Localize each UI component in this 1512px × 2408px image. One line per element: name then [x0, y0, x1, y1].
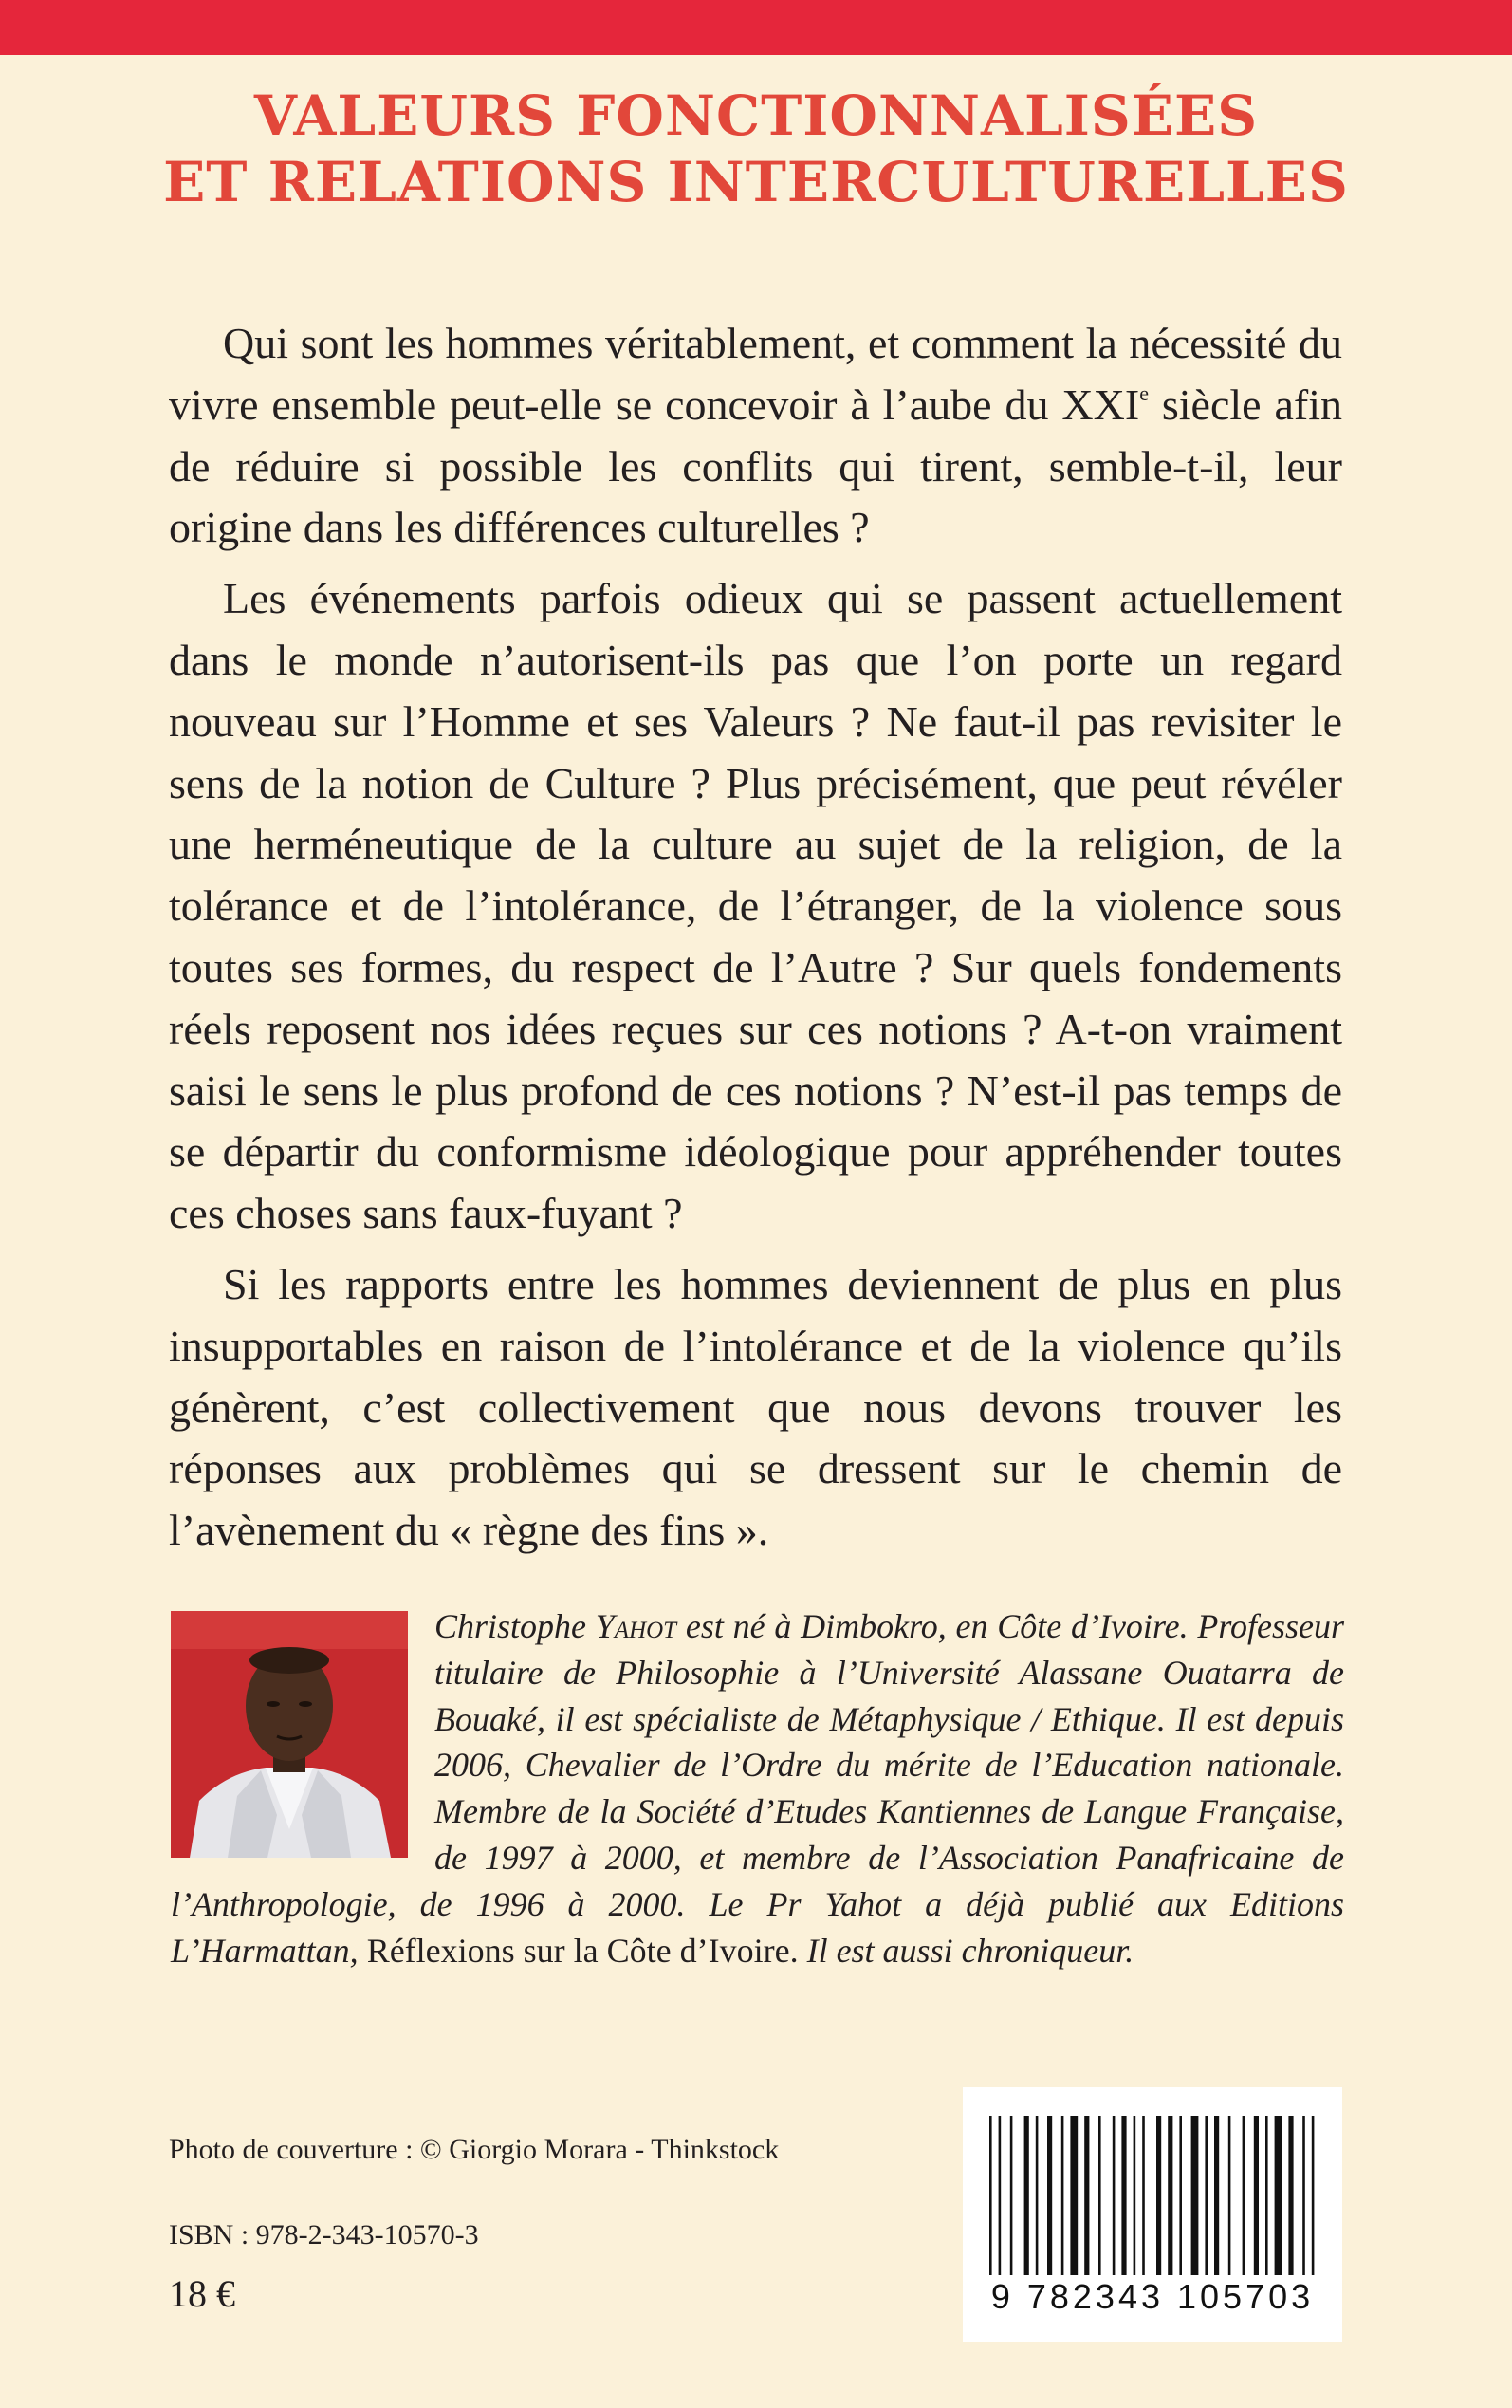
price: 18 €: [169, 2272, 235, 2315]
paragraph-1-start: Qui sont les hommes véritablement, et comment la nécessité du vivre ensemble peut-elle se concevoir à l’aube du XXI: [169, 319, 1342, 429]
barcode-number: 9 782343 105703: [990, 2277, 1315, 2316]
author-last-name: Yahot: [595, 1607, 677, 1645]
title-line-2: ET RELATIONS INTERCULTURELLES: [163, 149, 1349, 214]
barcode-bar: [1010, 2116, 1013, 2275]
barcode-bar: [1191, 2116, 1199, 2275]
barcode-bar: [1142, 2116, 1145, 2275]
photo-credit: Photo de couverture : © Giorgio Morara - Thinkstock: [169, 2134, 780, 2165]
barcode-bar: [1156, 2116, 1161, 2275]
bio-text-a: est né à Dimbokro, en Côte d’Ivoire. Professeur titulaire de Philosophie à l’Université Alassane Ouatarra de Bouaké, il est spécialiste de Métaphysique / Ethique. Il est depuis 2006, Chevalier de l’Ordre du mérite de l’Education nationale. Membre de la Société d’Etudes Kantiennes de Langue Française, de 1997 à 2000, et membre de l’Association Panafricaine de l’Anthropologie, de 1996 à 2000. Le Pr Yahot a déjà publié aux Editions L’Harmattan,: [171, 1607, 1345, 1970]
century-superscript: e: [1139, 380, 1149, 405]
isbn: ISBN : 978-2-343-10570-3: [169, 2219, 479, 2251]
barcode-bar: [1312, 2116, 1315, 2275]
paragraph-1: [169, 313, 1342, 559]
author-first-name: Christophe: [434, 1607, 596, 1645]
barcode-bar: [1205, 2116, 1208, 2275]
book-title: [0, 83, 1512, 215]
barcode-bar: [1243, 2116, 1245, 2275]
barcode-bar: [1275, 2116, 1282, 2275]
paragraph-1-end: siècle afin de réduire si possible les conflits qui tirent, semble-t-il, leur origine dans les différences culturelles ?: [169, 380, 1342, 552]
barcode-bar: [1098, 2116, 1101, 2275]
barcode-bar: [1265, 2116, 1268, 2275]
photo-space: [171, 1603, 434, 1880]
barcode: [963, 2087, 1342, 2342]
barcode-bar: [1047, 2116, 1052, 2275]
top-accent-bar: [0, 0, 1512, 55]
barcode-bar: [989, 2116, 992, 2275]
barcode-bar: [1084, 2116, 1089, 2275]
barcode-bar: [1179, 2116, 1182, 2275]
cited-book-title: Réflexions sur la Côte d’Ivoire.: [366, 1931, 799, 1970]
barcode-bar: [1228, 2116, 1231, 2275]
bio-text-b: Il est aussi chroniqueur.: [798, 1931, 1134, 1970]
barcode-bar: [1113, 2116, 1116, 2275]
barcode-bar: [1134, 2116, 1136, 2275]
barcode-bar: [1214, 2116, 1219, 2275]
barcode-bar: [1121, 2116, 1126, 2275]
barcode-bar: [1024, 2116, 1029, 2275]
barcode-bar: [1254, 2116, 1259, 2275]
barcode-bar: [1288, 2116, 1293, 2275]
barcode-bar: [1168, 2116, 1172, 2275]
paragraph-2: Les événements parfois odieux qui se passent actuellement dans le monde n’autorisent-ils pas que l’on porte un regard nouveau sur l’Homme et ses Valeurs ? Ne faut-il pas revisiter le sens de la notion de Culture ? Plus précisément, que peut révéler une herméneutique de la culture au sujet de la religion, de la tolérance et de l’intolérance, de l’étranger, de la violence sous toutes ses formes, du respect de l’Autre ? Sur quels fondements réels reposent nos idées reçues sur ces notions ? A-t-on vraiment saisi le sens le plus profond de ces notions ? N’est-il pas temps de se départir du conformisme idéologique pour appréhender toutes ces choses sans faux-fuyant ?: [169, 574, 1342, 1238]
blurb-text: [169, 313, 1342, 1562]
barcode-bar: [1061, 2116, 1064, 2275]
barcode-bar: [1070, 2116, 1078, 2275]
author-bio: [171, 1603, 1344, 1973]
barcode-bar: [1302, 2116, 1305, 2275]
paragraph-3: Si les rapports entre les hommes deviennent de plus en plus insupportables en raison de l’intolérance et de la violence qu’ils génèrent, c’est collectivement que nous devons trouver les réponses aux problèmes qui se dressent sur le chemin de l’avènement du « règne des fins ».: [169, 1259, 1342, 1555]
barcode-bars: [986, 2116, 1319, 2275]
barcode-bar: [1036, 2116, 1039, 2275]
title-line-1: VALEURS FONCTIONNALISÉES: [253, 83, 1259, 148]
barcode-bar: [999, 2116, 1002, 2275]
